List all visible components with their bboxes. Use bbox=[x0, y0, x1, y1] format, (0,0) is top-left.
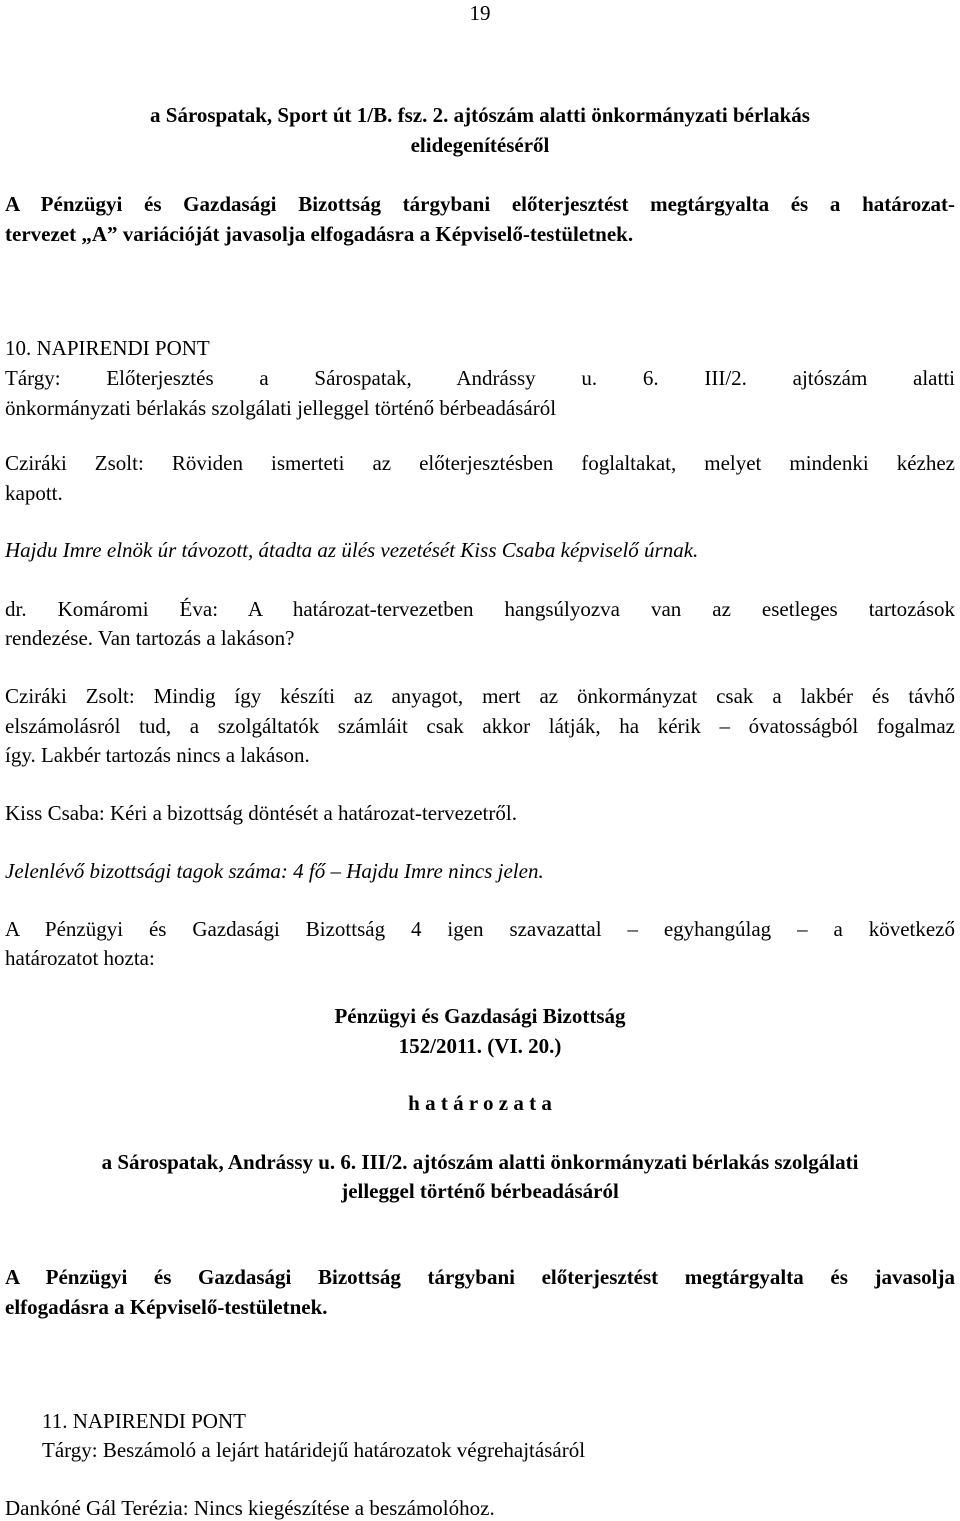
speaker-name: Kiss Csaba bbox=[5, 801, 99, 825]
agenda10-note1: Hajdu Imre elnök úr távozott, átadta az ülés vezetését Kiss Csaba képviselő úrnak. bbox=[5, 538, 699, 562]
speaker-prefix: dr. bbox=[5, 597, 27, 621]
agenda11-heading: 11. NAPIRENDI PONT bbox=[42, 1409, 246, 1433]
resolution-number: 152/2011. (VI. 20.) bbox=[398, 1034, 562, 1058]
resolution-title-line1: a Sárospatak, Andrássy u. 6. III/2. ajtószám alatti önkormányzati bérlakás szolgálati bbox=[101, 1150, 859, 1174]
resolution-committee: Pénzügyi és Gazdasági Bizottság bbox=[334, 1004, 626, 1028]
prev-resolution-title-line1: a Sárospatak, Sport út 1/B. fsz. 2. ajtószám alatti önkormányzati bérlakás bbox=[150, 103, 810, 127]
agenda10-vote-line1: A Pénzügyi és Gazdasági Bizottság 4 igen szavazattal – egyhangúlag – a következő bbox=[5, 917, 955, 941]
agenda11-subject: Tárgy: Beszámoló a lejárt határidejű határozatok végrehajtásáról bbox=[42, 1438, 586, 1462]
agenda10-heading: 10. NAPIRENDI PONT bbox=[5, 336, 210, 360]
agenda11-p1-line1 bbox=[5, 1495, 955, 1521]
speaker-name: Komáromi Éva bbox=[57, 597, 213, 621]
agenda10-note2: Jelenlévő bizottsági tagok száma: 4 fő – Hajdu Imre nincs jelen. bbox=[5, 859, 544, 883]
speech-text: : Nincs kiegészítése a beszámolóhoz. bbox=[182, 1496, 495, 1520]
speaker-name: Cziráki Zsolt bbox=[5, 451, 138, 475]
resolution-body-line1: A Pénzügyi és Gazdasági Bizottság tárgybani előterjesztést megtárgyalta és javasolja bbox=[5, 1265, 955, 1289]
speaker-name: Dankóné Gál Terézia bbox=[5, 1496, 183, 1520]
resolution-word: h a t á r o z a t a bbox=[408, 1091, 552, 1115]
agenda10-p3-line1 bbox=[5, 683, 955, 709]
agenda10-p2-line1 bbox=[5, 596, 955, 622]
page-number: 19 bbox=[469, 1, 491, 25]
agenda10-p1-line1 bbox=[5, 450, 955, 476]
agenda10-p4-line1 bbox=[5, 800, 955, 826]
resolution-body-line2: elfogadásra a Képviselő-testületnek. bbox=[5, 1295, 328, 1319]
agenda10-p3-line3: így. Lakbér tartozás nincs a lakáson. bbox=[5, 743, 310, 767]
speech-text: : Mindig így készíti az anyagot, mert az önkormányzat csak a lakbér és távhő bbox=[128, 684, 956, 708]
prev-resolution-body-line2: tervezet „A” variációját javasolja elfogadásra a Képviselő-testületnek. bbox=[5, 222, 634, 246]
speech-text: : Kéri a bizottság döntését a határozat-tervezetről. bbox=[98, 801, 517, 825]
resolution-title-line2: jelleggel történő bérbeadásáról bbox=[341, 1179, 619, 1203]
agenda10-p2-line2: rendezése. Van tartozás a lakáson? bbox=[5, 626, 295, 650]
agenda10-p3-line2: elszámolásról tud, a szolgáltatók számláit csak akkor látják, ha kérik – óvatosságból fogalmaz bbox=[5, 714, 955, 738]
agenda10-subject-line2: önkormányzati bérlakás szolgálati jelleggel történő bérbeadásáról bbox=[5, 396, 557, 420]
speech-text: : A határozat-tervezetben hangsúlyozva van az esetleges tartozások bbox=[212, 597, 955, 621]
speaker-name: Cziráki Zsolt bbox=[5, 684, 129, 708]
agenda10-subject-line1: Tárgy: Előterjesztés a Sárospatak, Andrássy u. 6. III/2. ajtószám alatti bbox=[5, 366, 955, 390]
agenda10-p1-line2: kapott. bbox=[5, 481, 63, 505]
prev-resolution-title-line2: elidegenítéséről bbox=[410, 133, 550, 157]
agenda10-vote-line2: határozatot hozta: bbox=[5, 946, 155, 970]
speech-text: : Röviden ismerteti az előterjesztésben foglaltakat, melyet mindenki kézhez bbox=[137, 451, 955, 475]
prev-resolution-body-line1: A Pénzügyi és Gazdasági Bizottság tárgybani előterjesztést megtárgyalta és a határozat- bbox=[5, 192, 955, 216]
